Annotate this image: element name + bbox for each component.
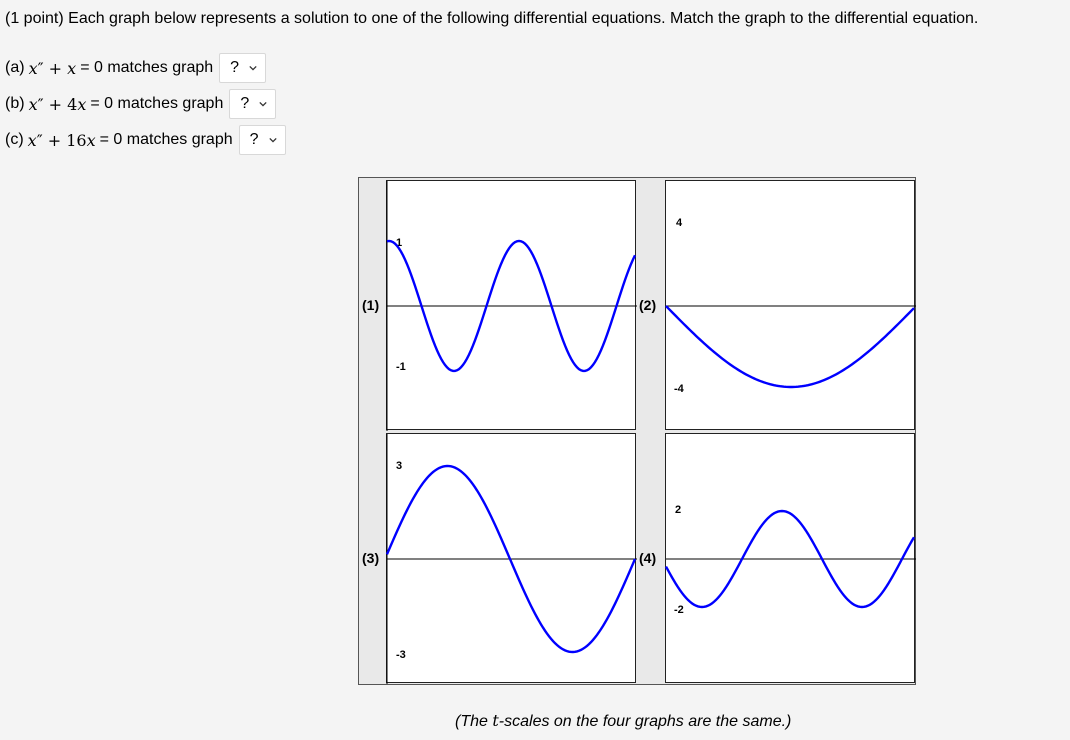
graph-3-ymax: 3 [396,460,403,472]
footnote-pre: (The [455,713,493,730]
question-a-select-value: ? [230,59,240,76]
graph-4-label: (4) [639,550,657,566]
graph-2-plot [665,180,915,430]
graph-4-svg [666,434,916,684]
graph-1-ymin: -1 [396,361,406,373]
footnote-var: t [492,711,499,730]
graph-3-plot [386,433,636,683]
graphs-grid [358,177,916,685]
graph-3-label: (3) [362,550,380,566]
question-a-label: (a) [5,59,25,76]
chevron-down-icon [259,100,267,108]
question-b-row [5,88,276,120]
question-b-coef: 4 [67,94,78,114]
graph-2-ymax: 4 [676,217,683,229]
chevron-down-icon [249,64,257,72]
graph-4-ymin: -2 [674,604,684,616]
graph-2-curve [666,306,914,387]
question-c-text: = 0 matches graph [99,131,233,148]
question-c-coef: 16 [66,130,87,150]
question-b-select[interactable] [229,89,276,119]
question-b-select-value: ? [240,95,250,112]
graph-4-ymax: 2 [675,504,682,516]
question-b-equation: x″ + 4x [28,94,87,114]
question-b-text: = 0 matches graph [90,95,224,112]
footnote [455,711,791,731]
graph-2-svg [666,181,916,431]
graph-4-plot [665,433,915,683]
graph-1-svg [387,181,637,431]
graph-2-label: (2) [639,297,657,313]
graph-3-ymin: -3 [396,649,406,661]
question-a-equation: x″ + x [28,58,77,78]
question-c-label: (c) [5,131,24,148]
chevron-down-icon [269,136,277,144]
question-b-label: (b) [5,95,25,112]
graph-3-svg [387,434,637,684]
graph-1-ymax: 1 [396,237,403,249]
graph-1-label: (1) [362,297,380,313]
question-a-select[interactable] [219,53,266,83]
question-c-select-value: ? [249,131,259,148]
question-c-select[interactable] [239,125,286,155]
question-a-row [5,52,266,84]
question-a-text: = 0 matches graph [80,59,214,76]
graph-1-plot [386,180,636,430]
footnote-post: -scales on the four graphs are the same.) [498,713,792,730]
problem-intro: (1 point) Each graph below represents a solution to one of the following differential equations. Match the graph to the differential equation. [5,10,979,27]
question-c-row [5,124,286,156]
question-c-equation: x″ + 16x [27,130,96,150]
graph-2-ymin: -4 [674,383,684,395]
